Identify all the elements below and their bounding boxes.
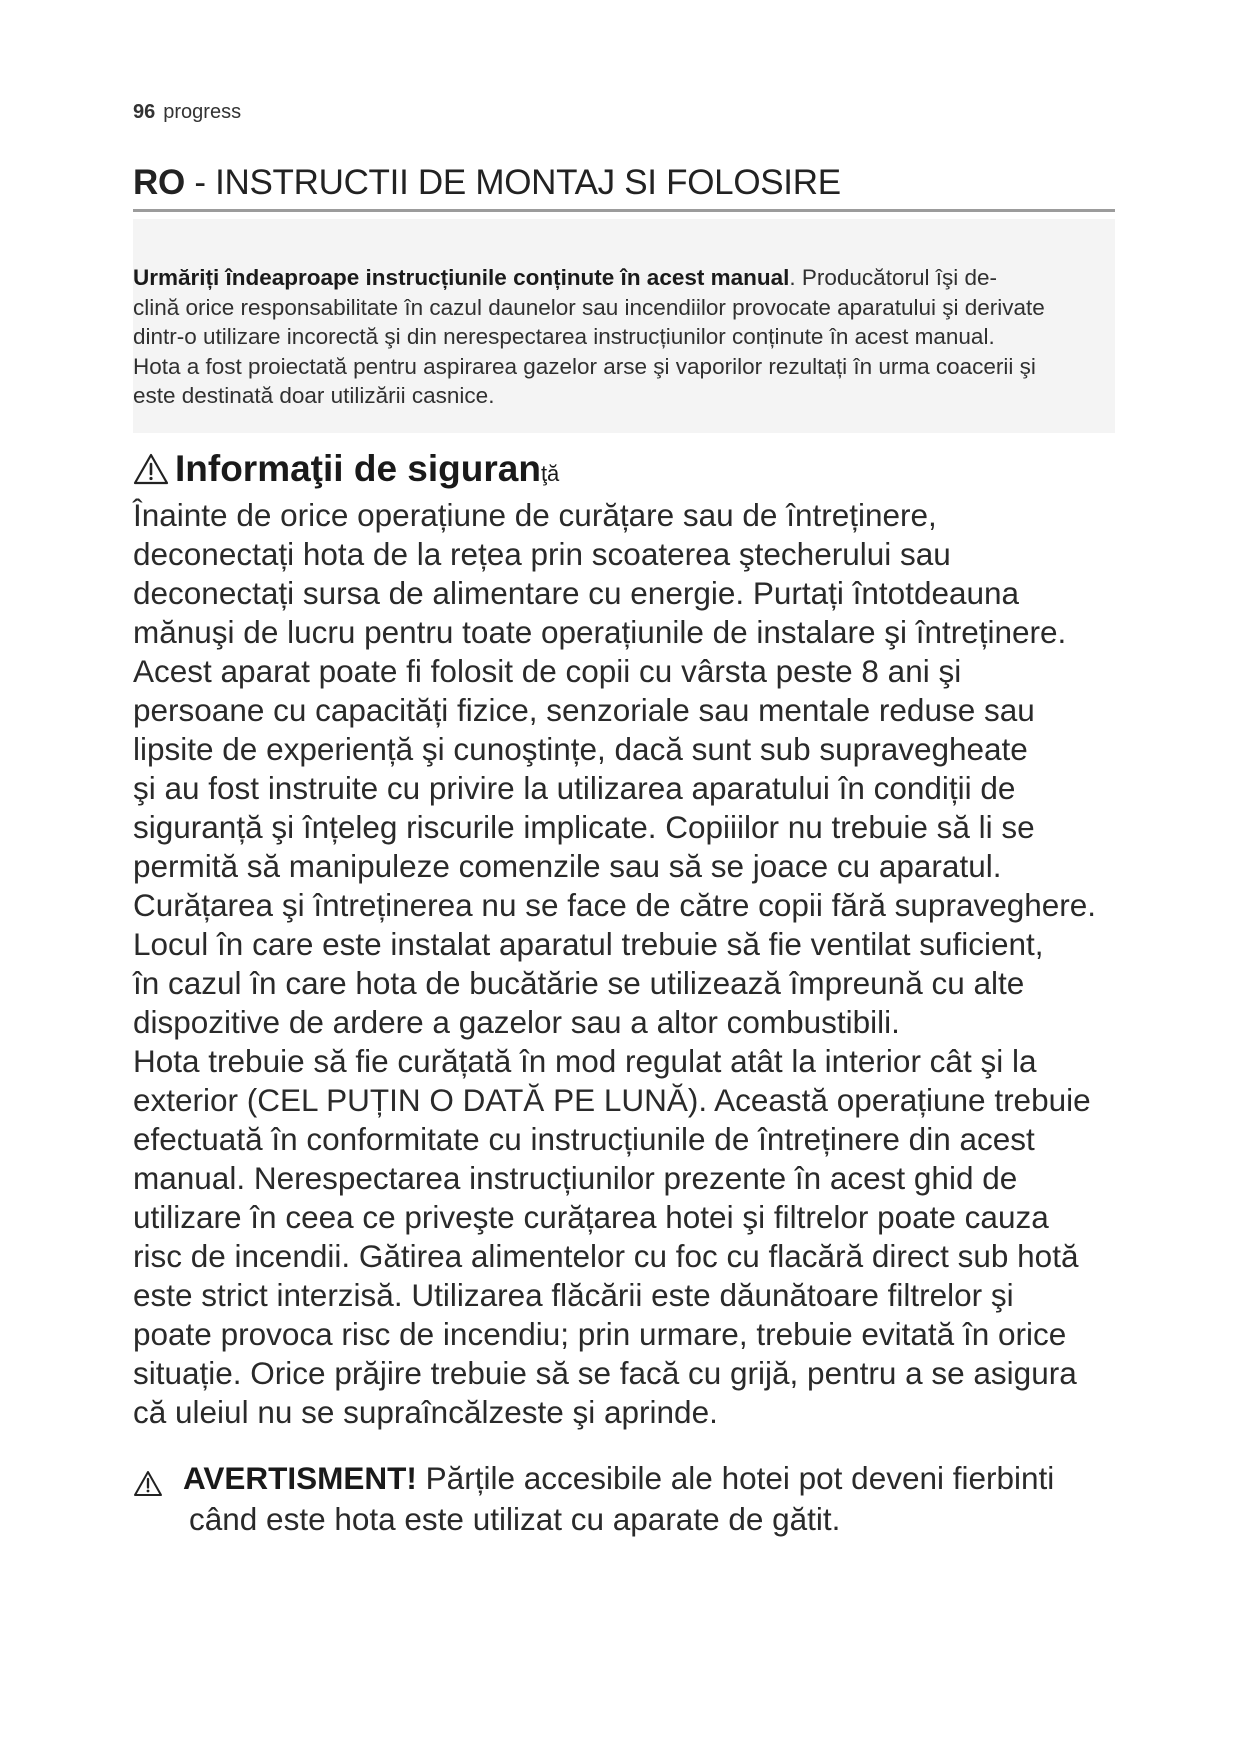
safety-body	[133, 496, 1123, 1432]
warning-text-1: Părțile accesibile ale hotei pot deveni fierbinti	[416, 1460, 1055, 1496]
language-code: RO	[133, 163, 185, 202]
safety-line: Hota trebuie să fie curățată în mod regulat atât la interior cât şi la	[133, 1043, 1037, 1079]
safety-line: utilizare în ceea ce priveşte curățarea hotei şi filtrelor poate cauza	[133, 1199, 1049, 1235]
safety-line: mănuşi de lucru pentru toate operațiunile de instalare şi întreținere.	[133, 614, 1067, 650]
page-header	[133, 101, 241, 124]
safety-line: dispozitive de ardere a gazelor sau a altor combustibili.	[133, 1004, 900, 1040]
safety-line: permită să manipuleze comenzile sau să se joace cu aparatul.	[133, 848, 1002, 884]
warning-label: AVERTISMENT!	[183, 1460, 417, 1496]
safety-line: Locul în care este instalat aparatul trebuie să fie ventilat suficient,	[133, 926, 1044, 962]
intro-bold: Urmăriți îndeaproape instrucțiunile conținute în acest manual	[133, 265, 790, 290]
intro-paragraph	[133, 263, 1115, 411]
safety-line: situație. Orice prăjire trebuie să se facă cu grijă, pentru a se asigura	[133, 1355, 1077, 1391]
safety-line: Curățarea şi întreținerea nu se face de către copii fără supraveghere.	[133, 887, 1097, 923]
safety-line: Acest aparat poate fi folosit de copii cu vârsta peste 8 ani şi	[133, 653, 962, 689]
safety-heading-suffix: ţă	[540, 461, 560, 486]
warning-note	[133, 1458, 1123, 1540]
safety-line: risc de incendii. Gătirea alimentelor cu foc cu flacără direct sub hotă	[133, 1238, 1079, 1274]
intro-line-4: Hota a fost proiectată pentru aspirarea gazelor arse şi vaporilor rezultați în urma coacerii şi	[133, 353, 1036, 379]
warning-triangle-icon	[133, 453, 169, 485]
safety-line: deconectați hota de la rețea prin scoaterea ştecherului sau	[133, 536, 951, 572]
brand-name: progress	[163, 101, 242, 123]
intro-line-1: . Producătorul îşi de-	[789, 265, 997, 290]
safety-line: în cazul în care hota de bucătărie se utilizează împreună cu alte	[133, 965, 1025, 1001]
safety-line: deconectați sursa de alimentare cu energie. Purtați întotdeauna	[133, 575, 1020, 611]
safety-line: lipsite de experiență şi cunoştințe, dacă sunt sub supravegheate	[133, 731, 1028, 767]
intro-line-5: este destinată doar utilizării casnice.	[133, 383, 495, 408]
safety-line: şi au fost instruite cu privire la utilizarea aparatului în condiții de	[133, 770, 1016, 806]
safety-line: siguranță şi înțeleg riscurile implicate. Copiiilor nu trebuie să li se	[133, 809, 1035, 845]
safety-line: Înainte de orice operațiune de curățare sau de întreținere,	[133, 497, 937, 533]
safety-heading-text: Informaţii de siguran	[175, 448, 541, 489]
page-number: 96	[133, 101, 156, 123]
warning-triangle-icon	[133, 1470, 163, 1497]
warning-line-1	[133, 1458, 1123, 1499]
safety-line: că uleiul nu se supraîncălzeste şi aprinde.	[133, 1394, 718, 1430]
safety-line: este strict interzisă. Utilizarea flăcării este dăunătoare filtrelor şi	[133, 1277, 1014, 1313]
warning-text-2: când este hota este utilizat cu aparate de gătit.	[189, 1501, 841, 1537]
title-text: - INSTRUCTII DE MONTAJ SI FOLOSIRE	[184, 163, 841, 202]
safety-heading	[133, 448, 559, 490]
safety-line: exterior (CEL PUȚIN O DATĂ PE LUNĂ). Această operațiune trebuie	[133, 1082, 1091, 1118]
safety-line: poate provoca risc de incendiu; prin urmare, trebuie evitată în orice	[133, 1316, 1067, 1352]
safety-line: persoane cu capacități fizice, senzoriale sau mentale reduse sau	[133, 692, 1035, 728]
intro-box	[133, 219, 1115, 433]
safety-line: efectuată în conformitate cu instrucțiunile de întreținere din acest	[133, 1121, 1035, 1157]
safety-line: manual. Nerespectarea instrucțiunilor prezente în acest ghid de	[133, 1160, 1018, 1196]
intro-line-2: clină orice responsabilitate în cazul daunelor sau incendiilor provocate aparatului şi derivate	[133, 294, 1045, 320]
document-title	[133, 163, 1115, 212]
intro-line-3: dintr-o utilizare incorectă şi din nerespectarea instrucțiunilor conținute în acest manual.	[133, 324, 995, 349]
